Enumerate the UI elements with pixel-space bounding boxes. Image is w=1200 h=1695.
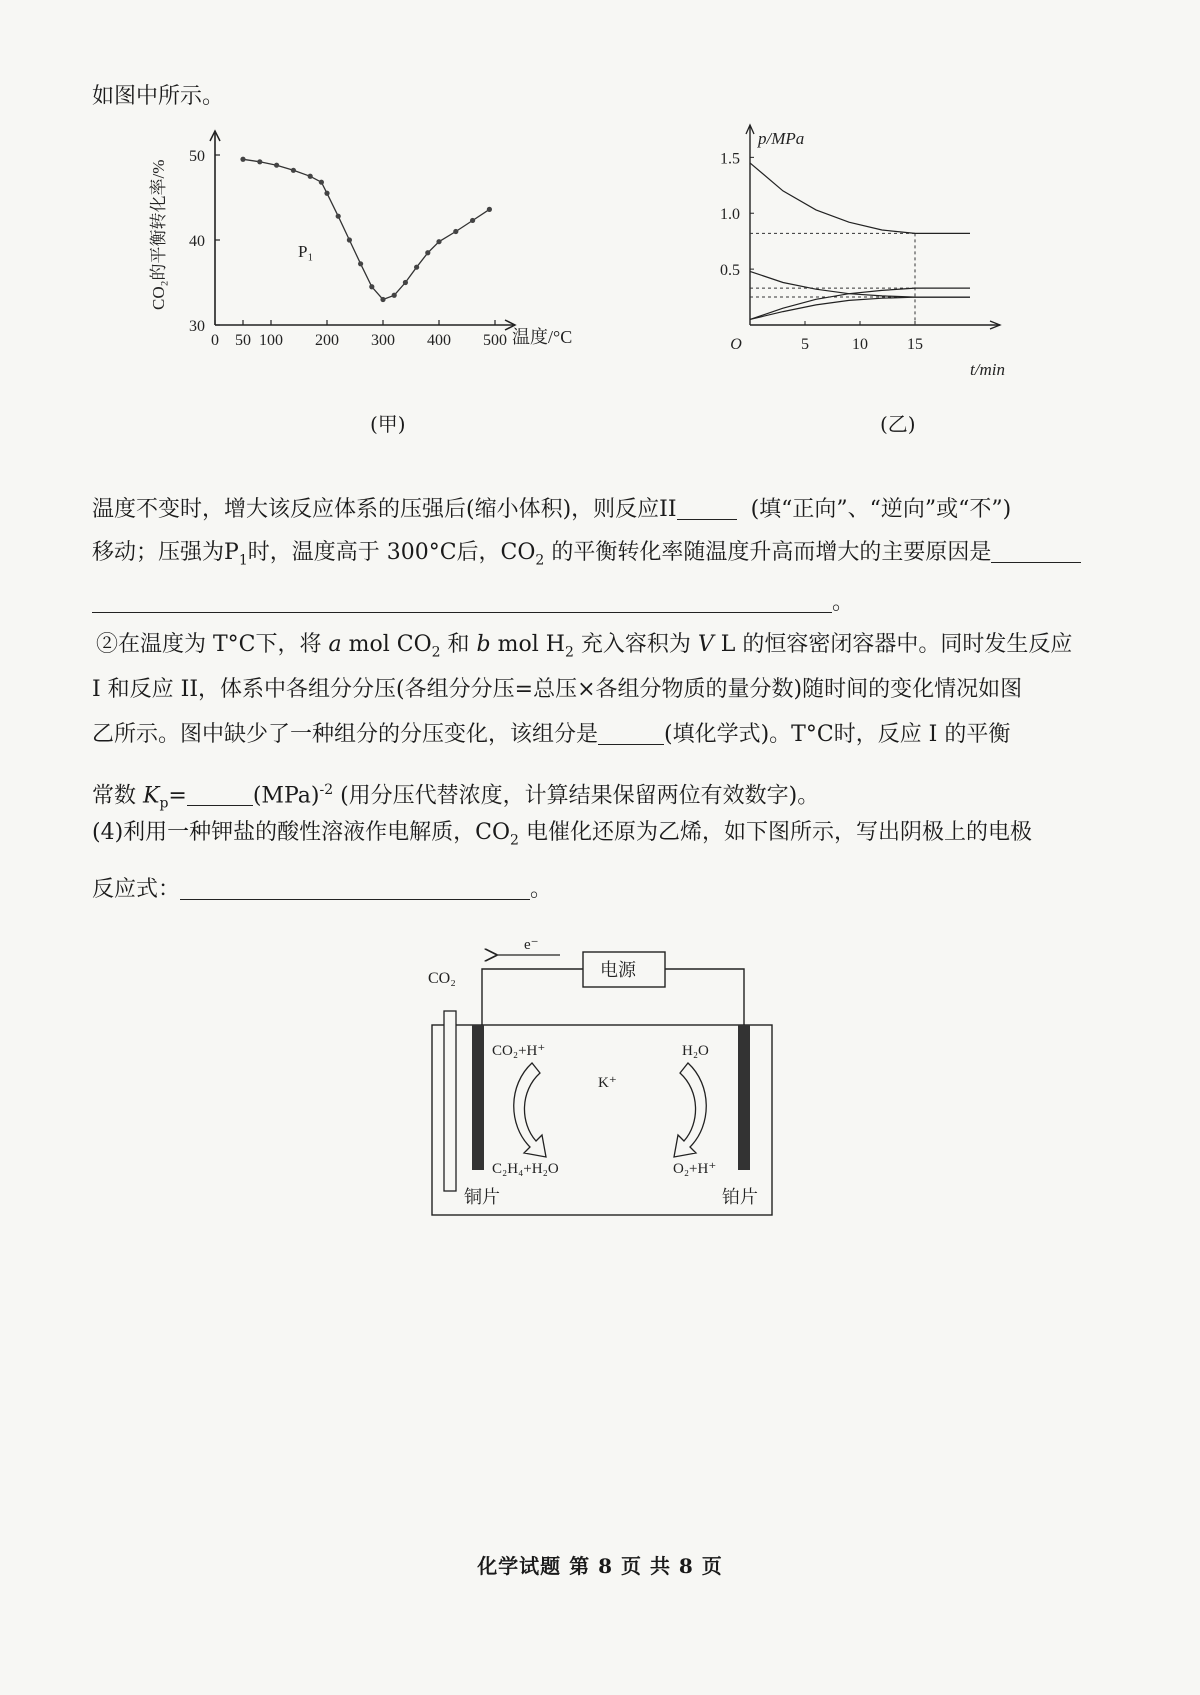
para4-line-2: 反应式： 。 [92, 877, 553, 902]
chart-jia-x-tick-label: 500 [483, 332, 507, 349]
chart-jia-data-point [347, 237, 352, 242]
chart-yi-y-tick-label: 1.0 [720, 206, 740, 224]
para2-line-2: I 和反应 II，体系中各组分分压(各组分分压=总压×各组分物质的量分数)随时间的变化情况如图 [92, 677, 1023, 702]
chart-jia-data-point [403, 280, 408, 285]
chart-jia-x-tick-label: 100 [259, 332, 283, 349]
chart-jia-data-point [425, 250, 430, 255]
chart-yi-x-tick-label: 15 [907, 336, 923, 353]
chart-jia-series-line [243, 159, 489, 299]
answer-blank-reason-b[interactable] [92, 590, 832, 613]
chart-jia-y-tick-label: 40 [189, 233, 205, 250]
electron-label: e⁻ [524, 937, 539, 953]
left-top-species: CO₂+H⁺ [492, 1043, 546, 1059]
chart-jia-ylabel: CO₂的平衡转化率/% [149, 159, 168, 310]
chart-jia [140, 125, 610, 405]
chart-jia-y-tick-label: 50 [189, 148, 205, 165]
text-line-2: 移动；压强为$P_1$时，温度高于 300°C后，$CO_2$ 的平衡转化率随温度升高而增大的主要原因是 [92, 538, 1081, 575]
chart-jia-data-point [453, 229, 458, 234]
chart-jia-data-point [470, 218, 475, 223]
chart-jia-data-point [257, 159, 262, 164]
chart-jia-x-tick-label: 0 [211, 332, 219, 349]
answer-blank-kp[interactable] [187, 783, 253, 806]
right-curved-arrow [674, 1063, 706, 1157]
text-line-3: 。 [92, 588, 854, 618]
wire-left [482, 969, 583, 1025]
chart-yi-series-line-3 [750, 288, 970, 319]
chart-jia-annotation: P₁ [298, 242, 314, 261]
chart-jia-data-point [291, 168, 296, 173]
right-top-species: H₂O [682, 1043, 709, 1059]
power-supply-label: 电源 [600, 960, 636, 980]
chart-yi-ylabel: p/MPa [758, 129, 805, 148]
chart-yi-x-tick-label: O [730, 336, 742, 353]
chart-jia-data-point [380, 297, 385, 302]
chart-yi-x-tick-label: 5 [801, 336, 809, 353]
chart-jia-data-point [324, 191, 329, 196]
para2-line-3: 乙所示。图中缺少了一种组分的分压变化，该组分是 (填化学式)。T°C时，反应 I 的平衡 [92, 722, 1011, 747]
left-curved-arrow [514, 1063, 546, 1157]
right-bottom-species: O₂+H⁺ [673, 1161, 717, 1177]
potassium-ion-label: K⁺ [598, 1075, 617, 1091]
para2-line-4: 常数 $K_p= (MPa)^{-2}$ (用分压代替浓度，计算结果保留两位有效数字)。 [92, 782, 820, 812]
chart-yi-y-tick-label: 1.5 [720, 150, 740, 168]
chart-yi-y-tick-label: 0.5 [720, 262, 740, 280]
chart-jia-x-tick-label: 300 [371, 332, 395, 349]
answer-blank-reason-a[interactable] [991, 540, 1081, 563]
page-footer: 化学试题 第 8 页 共 8 页 [477, 1554, 723, 1578]
chart-jia-data-point [358, 261, 363, 266]
copper-label: 铜片 [464, 1187, 500, 1207]
chart-jia-xlabel: 温度/°C [512, 327, 573, 347]
chart-jia-data-point [274, 163, 279, 168]
wire-right [665, 969, 744, 1025]
chart-jia-data-point [392, 293, 397, 298]
chart-jia-data-point [308, 174, 313, 179]
chart-jia-x-tick-label: 400 [427, 332, 451, 349]
answer-blank-component[interactable] [598, 722, 664, 745]
chart-jia-data-point [487, 207, 492, 212]
chart-yi-x-tick-label: 10 [852, 336, 868, 353]
chart-jia-x-tick-label: 50 [235, 332, 251, 349]
para4-line-1: (4)利用一种钾盐的酸性溶液作电解质，$CO_2$ 电催化还原为乙烯，如下图所示，写出阴极上的电极 [92, 820, 1032, 849]
chart-yi-xlabel: t/min [970, 360, 1005, 379]
co2-inlet-label: CO₂ [428, 970, 456, 987]
chart-jia-y-tick-label: 30 [189, 318, 205, 335]
answer-blank-direction[interactable] [677, 497, 737, 520]
chart-jia-caption: (甲) [370, 412, 406, 436]
platinum-electrode [738, 1025, 750, 1170]
intro-text: 如图中所示。 [92, 84, 225, 109]
chart-jia-data-point [369, 284, 374, 289]
chart-jia-data-point [240, 157, 245, 162]
electrolysis-diagram [420, 935, 780, 1220]
chart-jia-data-point [319, 180, 324, 185]
chart-jia-data-point [414, 265, 419, 270]
left-bottom-species: C₂H₄+H₂O [492, 1161, 559, 1177]
chart-jia-x-tick-label: 200 [315, 332, 339, 349]
para2-line-1: ②在温度为 T°C下，将 a mol $CO_2$ 和 b mol $H_2$ 充入容积为 V L 的恒容密闭容器中。同时发生反应 [96, 632, 1073, 661]
chart-yi-caption: (乙) [880, 412, 916, 436]
co2-tube [444, 1011, 456, 1191]
platinum-label: 铂片 [722, 1187, 758, 1207]
copper-electrode [472, 1025, 484, 1170]
answer-blank-cathode[interactable] [180, 877, 530, 900]
chart-jia-data-point [336, 214, 341, 219]
chart-yi [700, 120, 1040, 380]
chart-yi-series-line-1 [750, 163, 970, 234]
chart-jia-data-point [436, 239, 441, 244]
text-line-1: 温度不变时，增大该反应体系的压强后(缩小体积)，则反应II (填“正向”、“逆向”或“不”) [92, 497, 1012, 522]
chart-yi-series-line-2 [750, 271, 970, 297]
